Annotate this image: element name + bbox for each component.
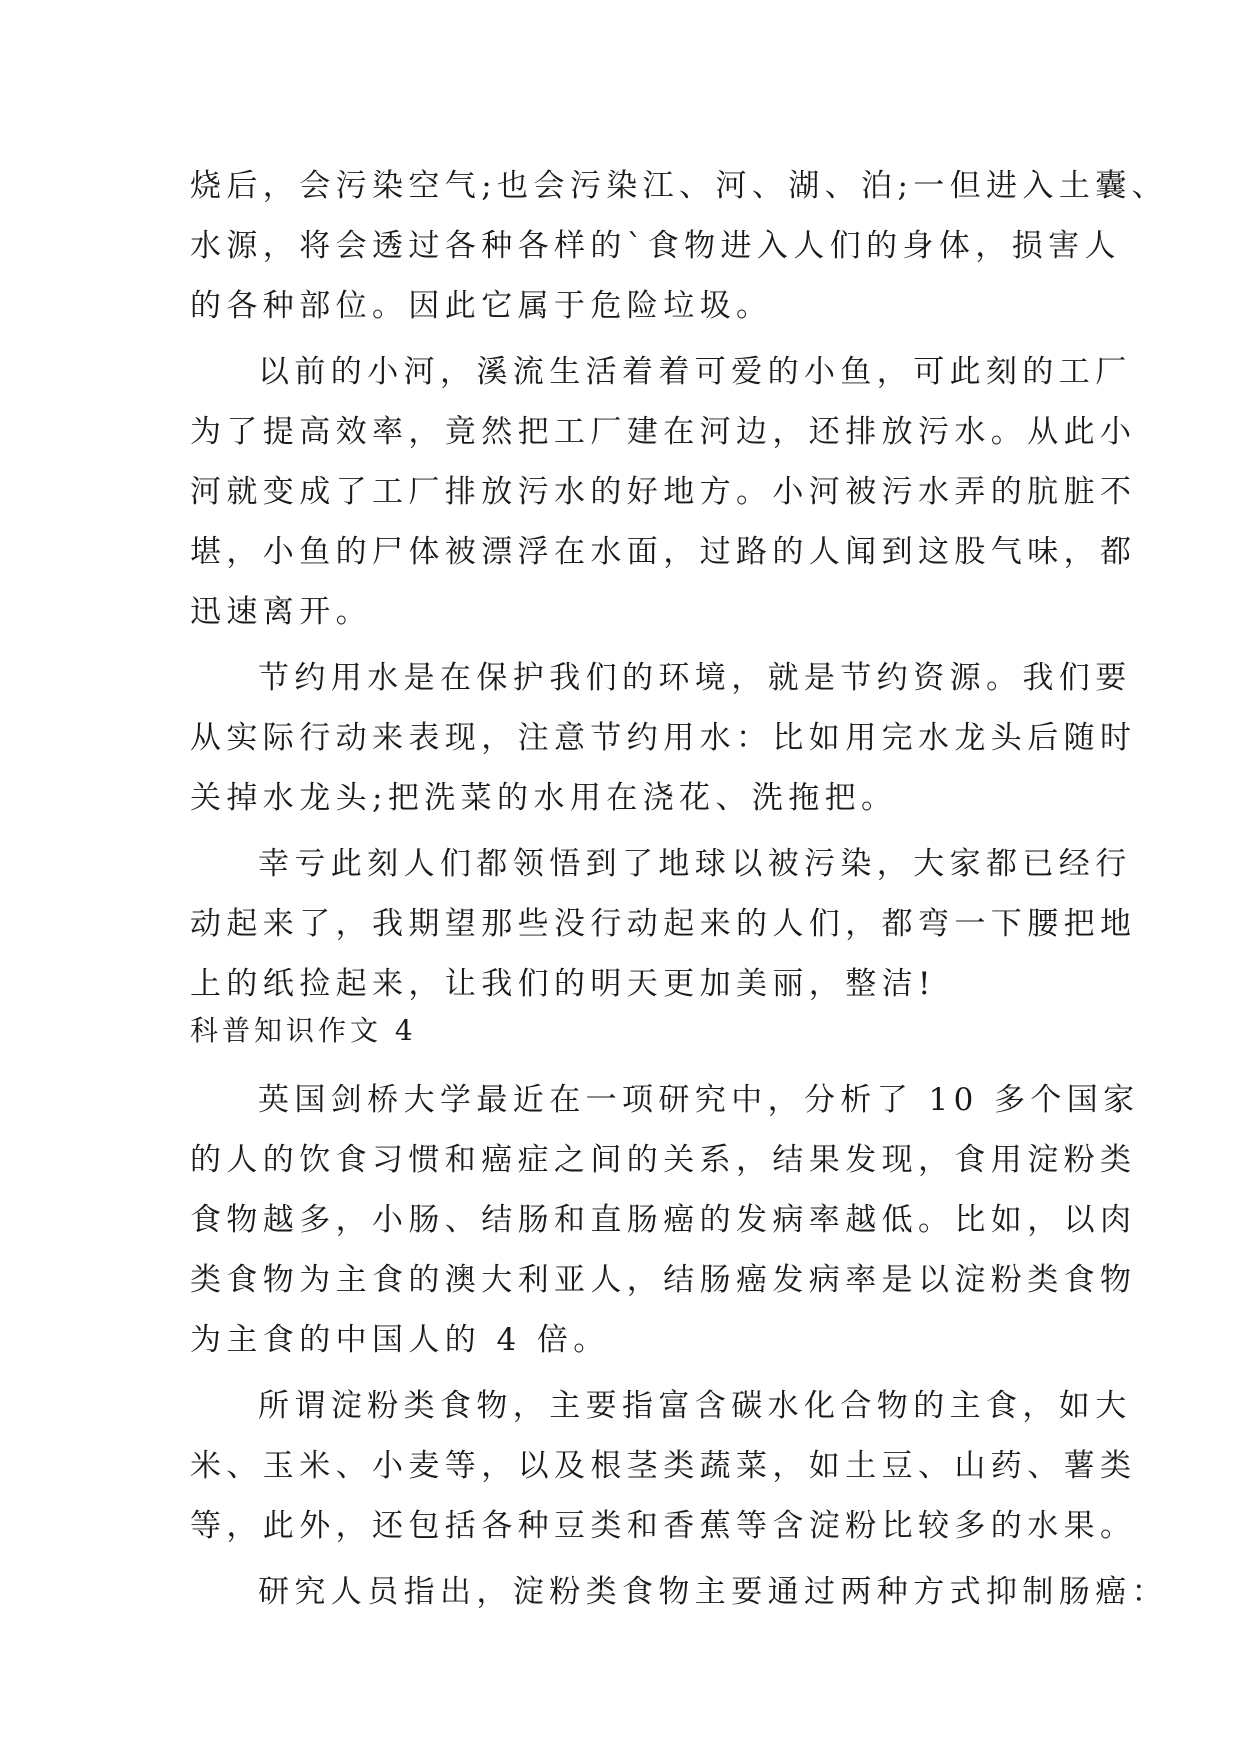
section-heading: 科普知识作文 4: [190, 1014, 417, 1047]
text-line: 迅速离开。: [190, 594, 372, 630]
text-line: 以前的小河，溪流生活着着可爱的小鱼，可此刻的工厂: [258, 354, 1132, 390]
paragraph: [190, 342, 1137, 642]
paragraph: [190, 1376, 1137, 1556]
text-line: 类食物为主食的澳大利亚人，结肠癌发病率是以淀粉类食物: [190, 1262, 1137, 1298]
text-line: 食物越多，小肠、结肠和直肠癌的发病率越低。比如，以肉: [190, 1202, 1137, 1238]
text-line: 为主食的中国人的 4 倍。: [190, 1322, 610, 1358]
text-line: 英国剑桥大学最近在一项研究中，分析了 10 多个国家: [258, 1082, 1140, 1118]
text-line: 为了提高效率，竟然把工厂建在河边，还排放污水。从此小: [190, 414, 1137, 450]
text-line: 烧后，会污染空气;也会污染江、河、湖、泊;一但进入土囊、: [190, 168, 1169, 204]
text-line: 从实际行动来表现，注意节约用水：比如用完水龙头后随时: [190, 720, 1137, 756]
text-line: 河就变成了工厂排放污水的好地方。小河被污水弄的肮脏不: [190, 474, 1137, 510]
text-line: 米、玉米、小麦等，以及根茎类蔬菜，如土豆、山药、薯类: [190, 1448, 1137, 1484]
text-line: 的各种部位。因此它属于危险垃圾。: [190, 288, 773, 324]
document-body: [190, 156, 1169, 1622]
paragraph: [190, 834, 1137, 1014]
text-line: 等，此外，还包括各种豆类和香蕉等含淀粉比较多的水果。: [190, 1508, 1137, 1544]
text-line: 上的纸捡起来，让我们的明天更加美丽，整洁!: [190, 966, 936, 1002]
paragraph: [190, 156, 1169, 336]
text-line: 堪，小鱼的尸体被漂浮在水面，过路的人闻到这股气味，都: [190, 534, 1137, 570]
paragraph: [190, 1070, 1140, 1370]
text-line: 研究人员指出，淀粉类食物主要通过两种方式抑制肠癌：: [258, 1574, 1168, 1610]
text-line: 水源，将会透过各种各样的`食物进入人们的身体，损害人: [190, 228, 1121, 264]
text-line: 关掉水龙头;把洗菜的水用在浇花、洗拖把。: [190, 780, 898, 816]
text-line: 幸亏此刻人们都领悟到了地球以被污染，大家都已经行: [258, 846, 1132, 882]
text-line: 所谓淀粉类食物，主要指富含碳水化合物的主食，如大: [258, 1388, 1132, 1424]
paragraph: [190, 648, 1137, 828]
text-line: 动起来了，我期望那些没行动起来的人们，都弯一下腰把地: [190, 906, 1137, 942]
text-line: 节约用水是在保护我们的环境，就是节约资源。我们要: [258, 660, 1132, 696]
text-line: 的人的饮食习惯和癌症之间的关系，结果发现，食用淀粉类: [190, 1142, 1137, 1178]
paragraph: [190, 1562, 1168, 1622]
